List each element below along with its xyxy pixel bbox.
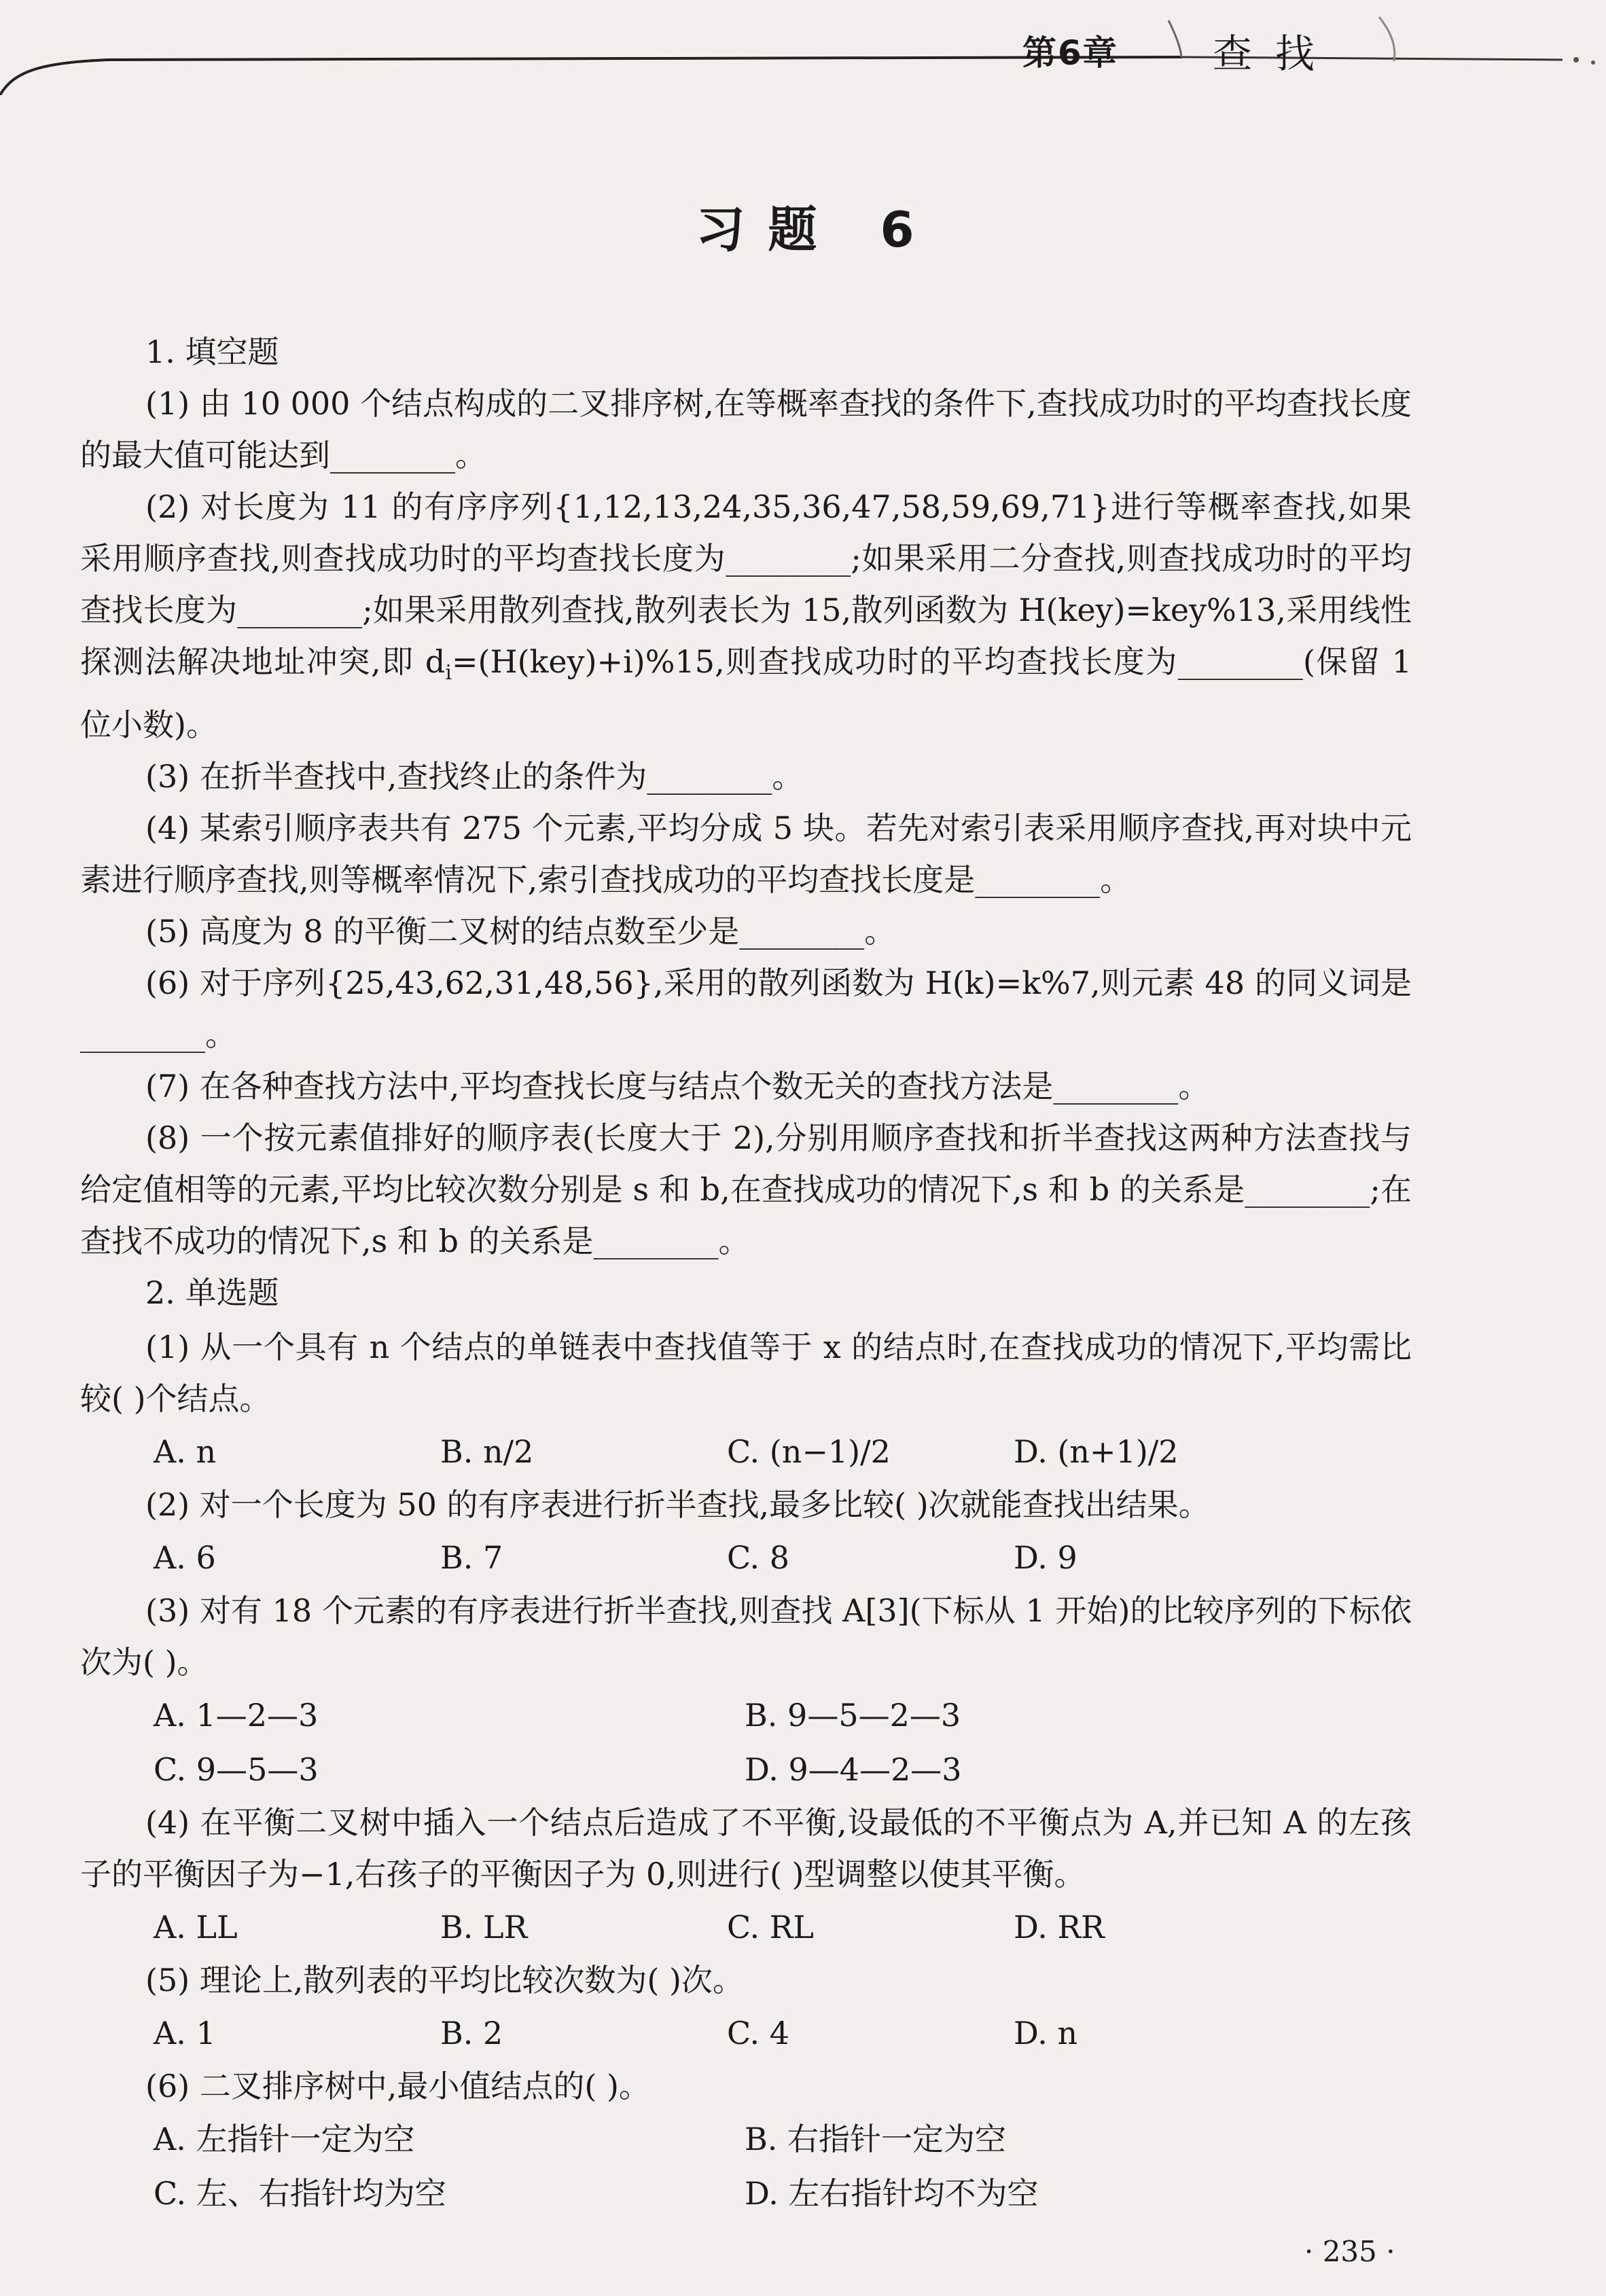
section-heading-fill-in: 1. 填空题 [145, 334, 279, 370]
option-c: C. (n−1)/2 [727, 1433, 891, 1471]
page-number: · 235 · [1304, 2235, 1395, 2268]
question-2-2: (2) 对一个长度为 50 的有序表进行折半查找,最多比较( )次就能查找出结果。 [145, 1486, 1210, 1524]
question-1-1: (1) 由 10 000 个结点构成的二叉排序树,在等概率查找的条件下,查找成功时的平均查找长度的最大值可能达到________。 [80, 385, 1412, 473]
option-b: B. 7 [440, 1539, 503, 1577]
question-2-6: (6) 二叉排序树中,最小值结点的( )。 [145, 2068, 650, 2105]
option-c: C. 9—5—3 [154, 1751, 319, 1789]
section-heading-single-choice: 2. 单选题 [145, 1274, 279, 1312]
question-2-4: (4) 在平衡二叉树中插入一个结点后造成了不平衡,设最低的不平衡点为 A,并已知 A 的左孩子的平衡因子为−1,右孩子的平衡因子为 0,则进行( )型调整以使其平衡。 [80, 1804, 1412, 1893]
subscript-i: i [445, 661, 452, 685]
options-2-4 [154, 1900, 1412, 1954]
option-c: C. RL [727, 1909, 814, 1946]
question-1-4: (4) 某索引顺序表共有 275 个元素,平均分成 5 块。若先对索引表采用顺序查找,再对块中元素进行顺序查找,则等概率情况下,索引查找成功的平均查找长度是________。 [80, 810, 1412, 899]
option-a: A. n [154, 1433, 217, 1471]
option-b: B. 2 [440, 2015, 503, 2052]
option-b: B. 9—5—2—3 [745, 1697, 961, 1734]
option-b: B. 右指针一定为空 [745, 2121, 1007, 2158]
option-d: D. 左右指针均不为空 [745, 2175, 1039, 2212]
options-2-6-row1 [154, 2112, 1412, 2166]
chapter-label: 第6章 [1022, 33, 1118, 73]
options-2-2 [154, 1530, 1412, 1585]
option-a: A. 左指针一定为空 [154, 2121, 415, 2158]
options-2-3-row2 [154, 1742, 1412, 1797]
option-c: C. 4 [727, 2015, 790, 2052]
question-2-1: (1) 从一个具有 n 个结点的单链表中查找值等于 x 的结点时,在查找成功的情况下,平均需比较( )个结点。 [80, 1329, 1412, 1418]
option-c: C. 左、右指针均为空 [154, 2175, 446, 2212]
question-1-5: (5) 高度为 8 的平衡二叉树的结点数至少是________。 [145, 913, 896, 950]
options-2-6-row2 [154, 2166, 1412, 2221]
options-2-1 [154, 1424, 1412, 1479]
question-1-7: (7) 在各种查找方法中,平均查找长度与结点个数无关的查找方法是________。 [145, 1068, 1210, 1105]
option-d: D. 9 [1014, 1539, 1077, 1577]
option-d: D. (n+1)/2 [1014, 1433, 1179, 1471]
option-a: A. LL [154, 1909, 238, 1946]
question-2-3: (3) 对有 18 个元素的有序表进行折半查找,则查找 A[3](下标从 1 开始)的比较序列的下标依次为( )。 [80, 1592, 1412, 1681]
option-a: A. 6 [154, 1539, 216, 1577]
option-d: D. RR [1014, 1909, 1105, 1946]
option-c: C. 8 [727, 1539, 790, 1577]
question-1-6: (6) 对于序列{25,43,62,31,48,56},采用的散列函数为 H(k)=k%7,则元素 48 的同义词是________。 [80, 965, 1412, 1054]
option-a: A. 1—2—3 [154, 1697, 319, 1734]
option-d: D. 9—4—2—3 [745, 1751, 962, 1789]
question-1-8: (8) 一个按元素值排好的顺序表(长度大于 2),分别用顺序查找和折半查找这两种方法查找与给定值相等的元素,平均比较次数分别是 s 和 b,在查找成功的情况下,s 和 b 的关系是________;在查找不成功的情况下,s 和 b 的关系是________。 [80, 1119, 1412, 1260]
option-b: B. n/2 [440, 1433, 534, 1471]
question-1-3: (3) 在折半查找中,查找终止的条件为________。 [145, 758, 804, 795]
option-b: B. LR [440, 1909, 528, 1946]
option-d: D. n [1014, 2015, 1078, 2052]
header-decoration [0, 0, 1606, 95]
chapter-name: 查找 [1213, 31, 1338, 77]
page-title: 习题 6 [696, 201, 938, 258]
question-1-2: (2) 对长度为 11 的有序序列{1,12,13,24,35,36,47,58,59,69,71}进行等概率查找,如果采用顺序查找,则查找成功时的平均查找长度为________;如果采用二分查找,则查找成功时的平均查找长度为________;如果采用散列查找,散列表长为 15,散列函数为 H(key)=key%13,采用线性探测法解决地址冲突,即 $d_i=(H(key)+i)\%15$,则查找成功时的平均查找长度为________(保留 1 位小数)。 [80, 488, 1412, 744]
question-2-5: (5) 理论上,散列表的平均比较次数为( )次。 [145, 1962, 744, 1999]
option-a: A. 1 [154, 2015, 216, 2052]
exercise-content [80, 326, 1412, 2221]
options-2-3-row1 [154, 1688, 1412, 1742]
options-2-5 [154, 2006, 1412, 2060]
